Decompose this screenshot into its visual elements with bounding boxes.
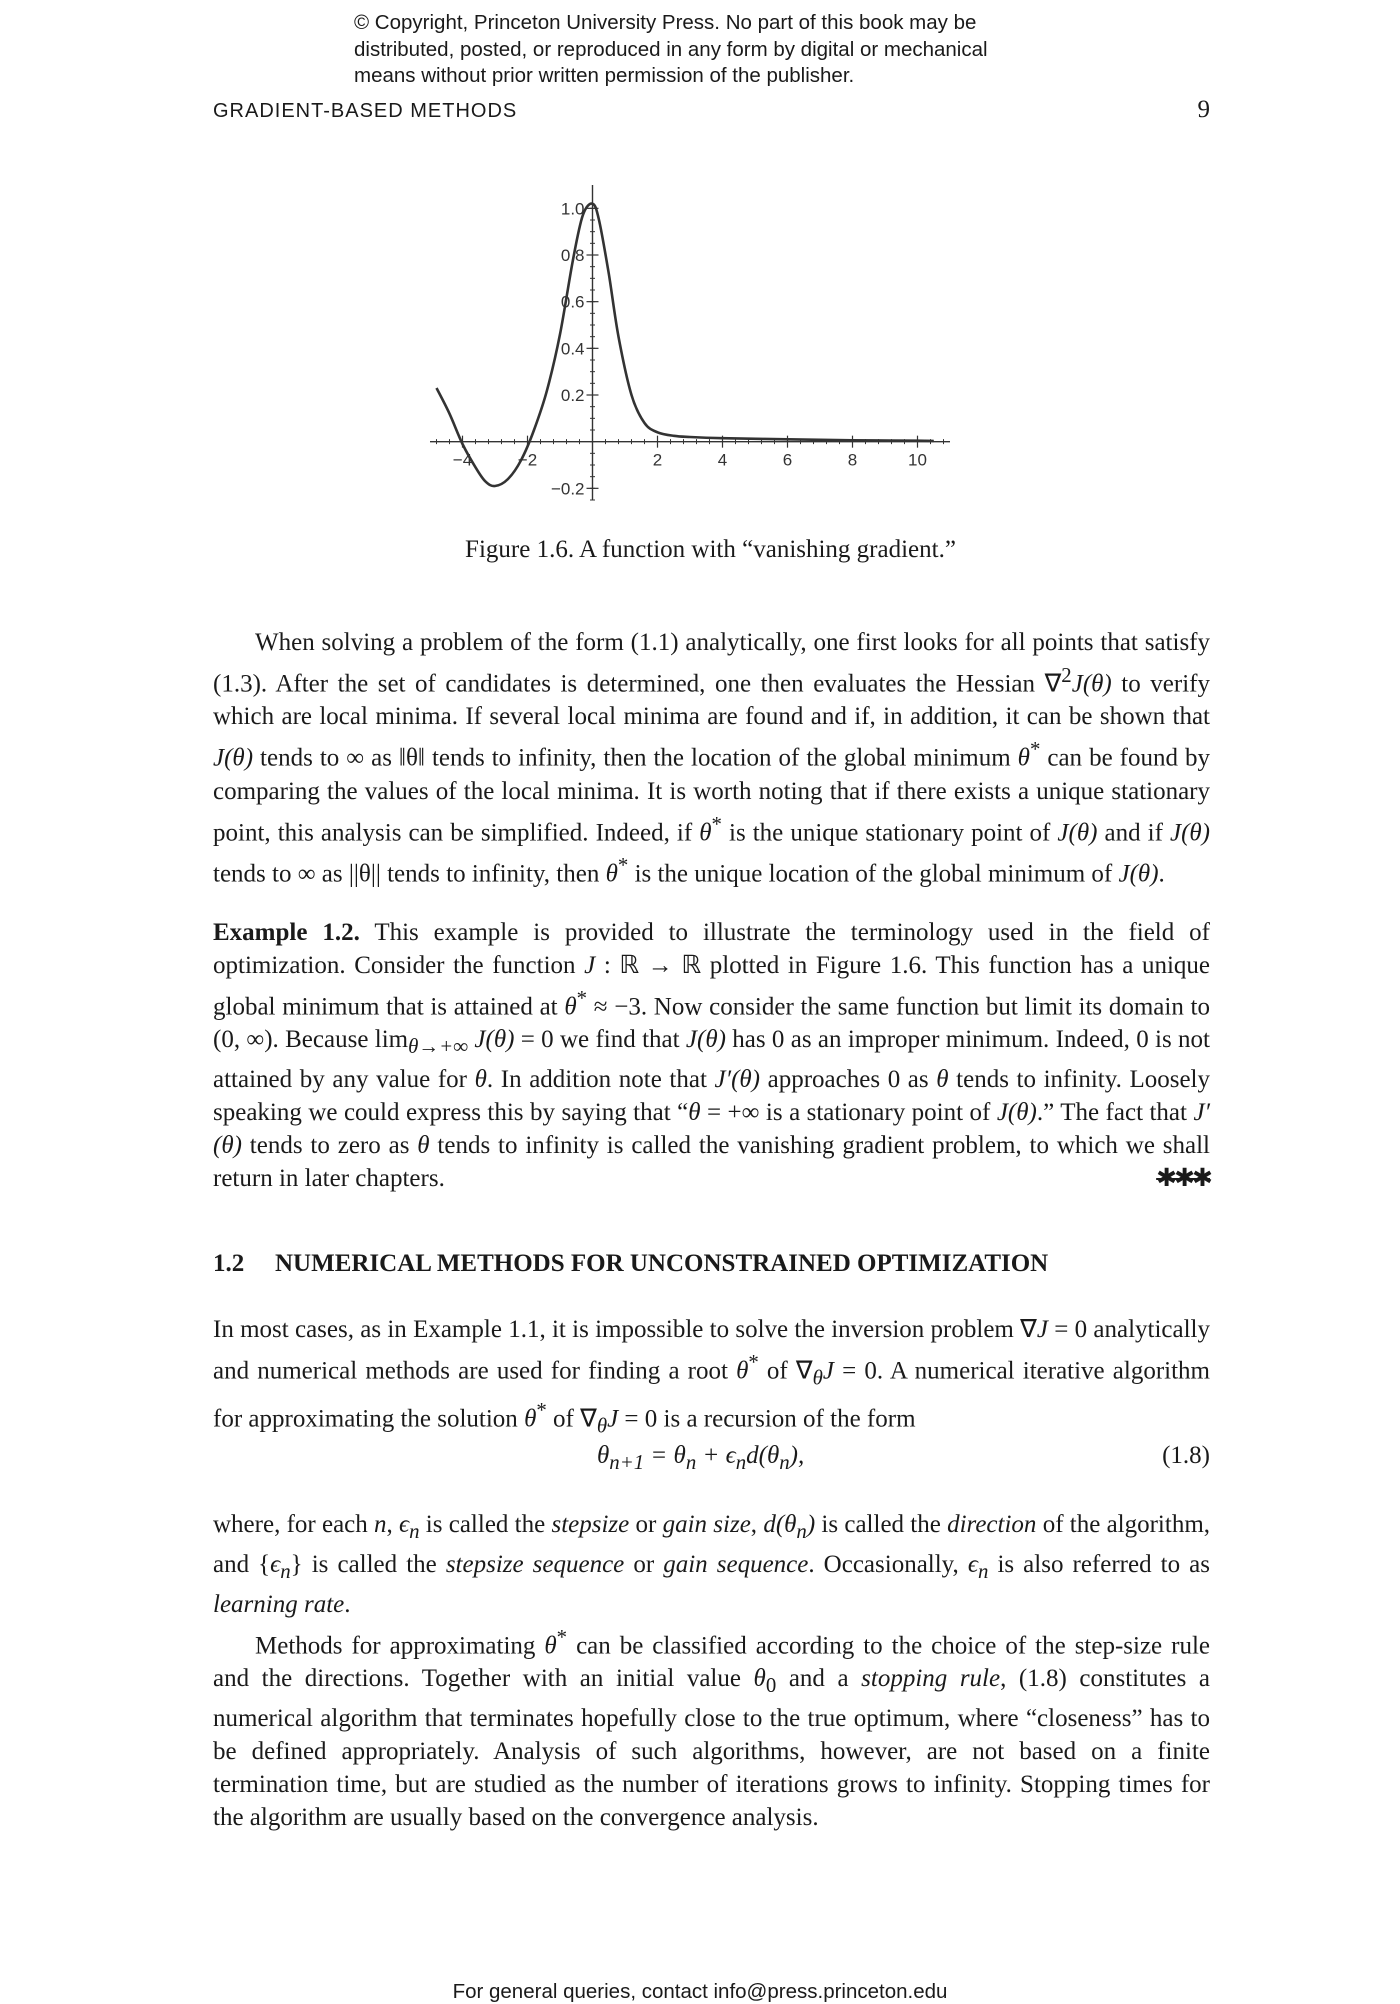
- y-tick-label: 0.2: [560, 386, 585, 405]
- paragraph-stepsize: where, for each n, $\epsilon_n$ is called the stepsize or gain size, $d(\theta_n)$ is called the direction of the algorithm, and $\{\epsilon_n\}$ is called the stepsize sequence or gain sequence. Occasionally, $\epsilon_n$ is also referred to as learning rate. Methods for approximating θ* can be classified according to the choice of the step-size rule and the directions. Together with an initial value $\theta_0$ and a stopping rule, (1.8) constitutes a numerical algorithm that terminates hopefully close to the true optimum, where “closeness” has to be defined appropriately. Analysis of such algorithms, however, are not based on a finite termination time, but are studied as the number of iterations grows to infinity. Stopping times for the algorithm are usually based on the convergence analysis.: [213, 1511, 1211, 1832]
- figure-1-6: [430, 180, 970, 515]
- copyright-line: means without prior written permission of the publisher.: [354, 64, 855, 87]
- recursion-formula: $\theta_{n+1} = \theta_n + \epsilon_nd(\theta_n)$,: [597, 1442, 805, 1474]
- x-tick-label: 2: [652, 450, 663, 470]
- page-number: 9: [1197, 96, 1210, 123]
- function-curve: [437, 204, 934, 486]
- footer-contact: For general queries, contact info@press.princeton.edu: [452, 1980, 948, 2003]
- copyright-line: © Copyright, Princeton University Press. No part of this book may be: [354, 11, 977, 34]
- copyright-notice: [354, 10, 1114, 90]
- x-tick-label: 10: [908, 450, 927, 470]
- example-1-2: Example 1.2. This example is provided to illustrate the terminology used in the field of optimization. Consider the function J : ℝ → ℝ plotted in Figure 1.6. This function has a unique global minimum that is attained at θ* ≈ −3. Now consider the same function but limit its domain to (0, ∞). Because $\lim_{\theta\to+\infty} J(\theta) = 0$ we find that J(θ) has 0 as an improper minimum. Indeed, 0 is not attained by any value for θ. In addition note that J′(θ) approaches 0 as θ tends to infinity. Loosely speaking we could express this by saying that “θ = +∞ is a stationary point of J(θ).” The fact that J′(θ) tends to zero as θ tends to infinity is called the vanishing gradient problem, to which we shall return in later chapters. ✱✱✱: [213, 916, 1210, 1195]
- x-tick-label: −2: [517, 450, 538, 470]
- x-tick-label: 8: [847, 450, 858, 470]
- function-plot: [430, 180, 970, 510]
- running-head: GRADIENT-BASED METHODS: [213, 100, 518, 122]
- section-heading: [213, 1250, 1210, 1278]
- x-tick-label: 6: [782, 450, 793, 470]
- copyright-line: distributed, posted, or reproduced in any form by digital or mechanical: [354, 37, 988, 61]
- y-tick-label: 0.4: [560, 339, 585, 359]
- equation-number: (1.8): [1162, 1442, 1210, 1469]
- paragraph-analytic-solution: When solving a problem of the form (1.1) analytically, one first looks for all points that satisfy (1.3). After the set of candidates is determined, one then evaluates the Hessian ∇$^2$J(θ) to verify which are local minima. If several local minima are found and if, in addition, it can be shown that J(θ) tends to ∞ as ‖θ‖ tends to infinity, then the location of the global minimum θ* can be found by comparing the values of the local minima. It is worth noting that if there exists a unique stationary point, this analysis can be simplified. Indeed, if θ* is the unique stationary point of J(θ) and if J(θ) tends to ∞ as ||θ|| tends to infinity, then θ* is the unique location of the global minimum of J(θ).: [213, 629, 1211, 888]
- section-title: NUMERICAL METHODS FOR UNCONSTRAINED OPTIMIZATION: [275, 1250, 1049, 1277]
- y-tick-label: 0.6: [560, 292, 585, 312]
- example-label: Example 1.2.: [213, 919, 360, 946]
- x-tick-label: 4: [717, 450, 728, 470]
- y-tick-label: 1.0: [560, 199, 585, 219]
- figure-caption: Figure 1.6. A function with “vanishing gradient.”: [465, 536, 956, 563]
- equation-1-8: [213, 1442, 1210, 1476]
- y-tick-label: 0.8: [560, 246, 585, 265]
- y-tick-label: −0.2: [550, 479, 585, 499]
- end-of-example-mark: ✱✱✱: [1156, 1165, 1210, 1193]
- paragraph-numerical-methods: In most cases, as in Example 1.1, it is impossible to solve the inversion problem ∇J = 0 analytically and numerical methods are used for finding a root θ* of $\nabla_\theta J = 0$. A numerical iterative algorithm for approximating the solution θ* of $\nabla_\theta J = 0$ is a recursion of the form: [213, 1316, 1210, 1438]
- section-number: 1.2: [213, 1250, 245, 1277]
- x-tick-label: −4: [452, 450, 473, 470]
